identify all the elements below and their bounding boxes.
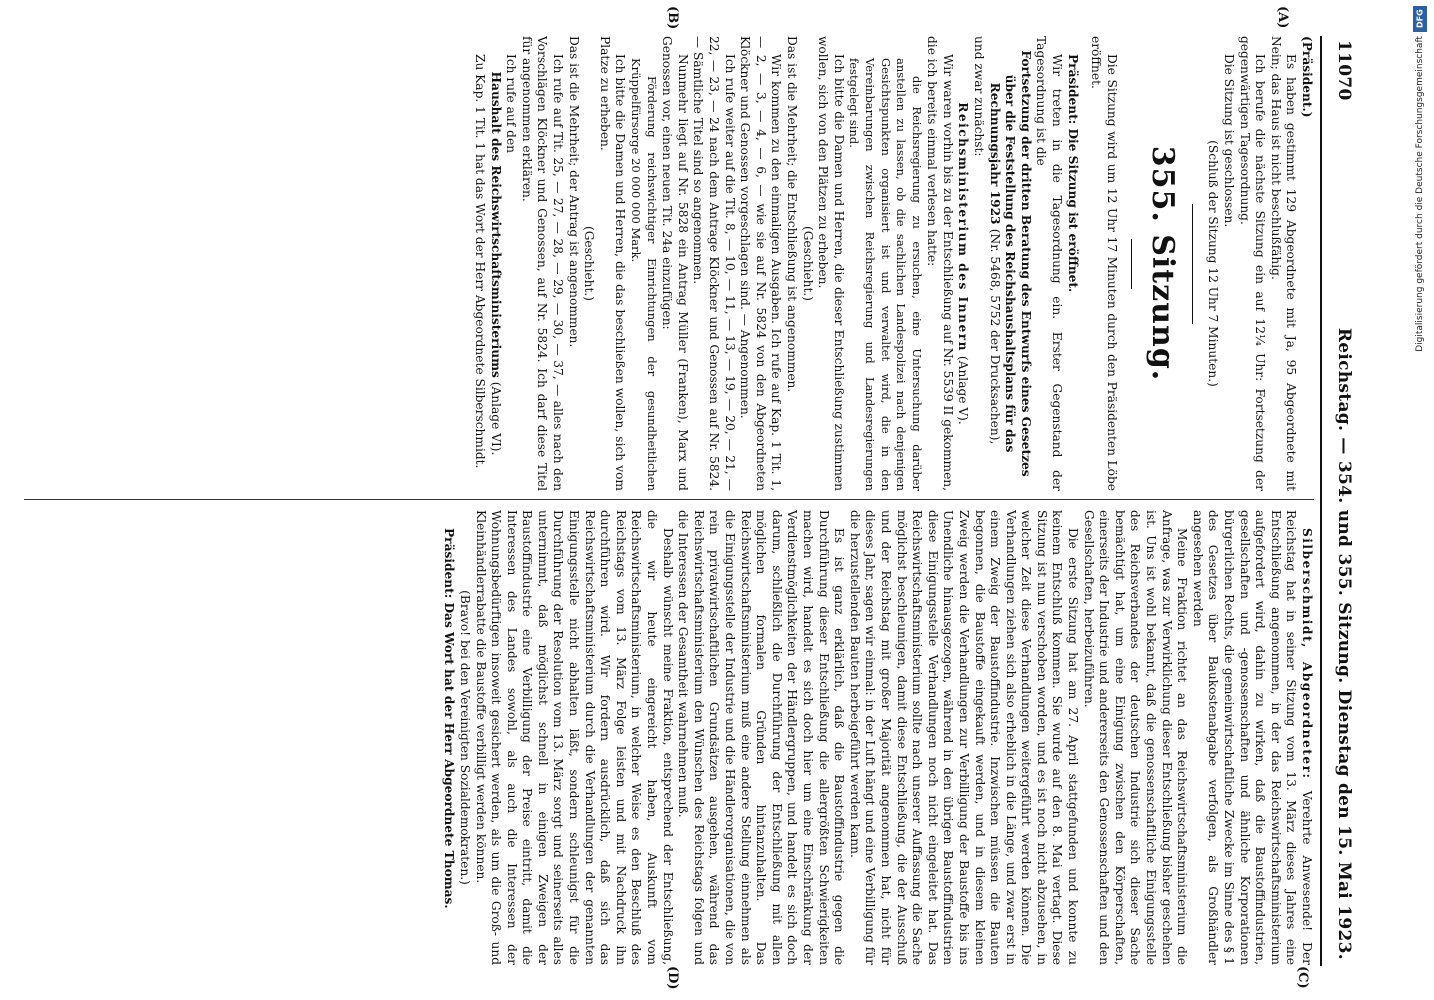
ministry-annex: (Anlage V). bbox=[956, 355, 971, 425]
left-column bbox=[24, 36, 1314, 491]
paragraph: Meine Fraktion richtet an das Reichswirtschaftsministerium die Anfrage, was zur Verwirklichung dieser Entschließung bisher geschehen ist. Uns ist wohl bekannt, daß die genossenschaftliche Einigungsstelle des Reichsverbandes der deutschen Industrie sich dieser Sache bemächtigt hat, um eine Einigung zwischen den Körperschaften, einerseits der Industrie und andererseits den Genossenschaften und den Gesellschaften, herbeizuführen. bbox=[1081, 510, 1190, 965]
header-rule bbox=[1320, 36, 1322, 966]
paragraph: Die Sitzung ist geschlossen. bbox=[1222, 54, 1237, 228]
closing-note: (Schluß der Sitzung 12 Uhr 7 Minuten.) bbox=[1206, 140, 1221, 387]
running-title: Reichstag. — 354. und 355. Sitzung. Dienstag den 15. Mai 1923. bbox=[1334, 327, 1354, 960]
paragraph: Ich rufe weiter auf die Tit. 8, — 10, — 11, — 13, — 19, — 20, — 21, — 22, — 23, — 24 nach dem Antrage Klöckner und Genossen auf Nr. 5824. — Sämtliche Titel sind so angenommen. bbox=[691, 36, 737, 491]
budget-annex: (Anlage VI). bbox=[488, 381, 503, 456]
paragraph: Das ist die Mehrheit; die Entschließung ist angenommen. bbox=[784, 36, 799, 393]
budget-heading: Haushalt des Reichswirtschaftsministeriums bbox=[488, 71, 503, 378]
paragraph: Zu Kap. 1 Tit. 1 hat das Wort der Herr Abgeordnete Silberschmidt. bbox=[473, 54, 488, 469]
paragraph: Ich berufe die nächste Sitzung ein auf 12¼ Uhr: Fortsetzung der gegenwärtigen Tagesordnung. bbox=[1237, 36, 1268, 491]
paragraph: Ich bitte die Damen und Herren, die dieser Entschließung zustimmen wollen, sich von den Plätzen zu erheben. bbox=[816, 36, 846, 491]
paragraph: Wir treten in die Tagesordnung ein. Erster Gegenstand der Tagesordnung ist die bbox=[1034, 36, 1065, 491]
dfg-logo: DFG bbox=[1413, 6, 1427, 32]
session-title: 355. Sitzung. bbox=[1144, 145, 1180, 382]
digitization-credit: Digitalisierung gefördert durch die Deutsche Forschungsgemeinschaft bbox=[1415, 36, 1425, 352]
interjection: (Geschieht.) bbox=[582, 225, 597, 302]
margin-mark-a: (A) bbox=[1275, 6, 1290, 29]
column-divider bbox=[24, 499, 1314, 500]
separator-rule bbox=[1192, 204, 1193, 324]
paragraph: Es ist ganz erklärlich, daß die Baustoffindustrie gegen die Durchführung dieser Entschließung die allergrößten Schwierigkeiten machen wird, handelt es sich doch hier um eine Einschränkung der Verdienstmöglichkeiten der Händlergruppen, und handelt es sich doch darum, schließlich die Durchführung der Entschließung mit allen möglichen formalen Gründen hintanzuhalten. Das Reichswirtschaftsministerium muß eine andere Stellung einnehmen als die Einigungsstelle der Industrie und die Händlerorganisationen, die von rein privatwirtschaftlichen Grundsätzen ausgehen, während das Reichswirtschaftsministerium den Wünschen des Reichstags folgen und die Interessen der Gesamtheit wahrnehmen muß. bbox=[676, 510, 847, 965]
budget-heading-line bbox=[487, 36, 503, 491]
applause-note: (Bravo! bei den Vereinigten Sozialdemokraten.) bbox=[457, 590, 472, 885]
separator-rule bbox=[1131, 239, 1132, 289]
agenda-refs: (Nr. 5468, 5752 der Drucksachen), bbox=[987, 228, 1002, 445]
interjection: (Geschieht.) bbox=[800, 225, 815, 302]
speaker-tag: (Präsident.) bbox=[1300, 36, 1314, 118]
margin-mark-b: (B) bbox=[665, 6, 680, 30]
paragraph: Die erste Sitzung hat am 27. April stattgefunden und konnte zu keinem Entschluß kommen. Sie wurde auf den 8. Mai vertagt. Diese Sitzung ist nun verschoben worden, und es ist noch nicht abzusehen, in welcher Zeit diese Verhandlungen weitergeführt werden können. Die Verhandlungen ziehen sich also erheblich in die Länge, und zwar erst in einem Zweig der Baustoffindustrie. Inzwischen müssen die Bauten begonnen, die Baustoffe eingekauft werden, und in diesem kleinen Zweig werden die Verhandlungen zur Verbilligung der Baustoffe bis ins Unendliche hinausgezogen, während in den übrigen Baustoffindustrien diese Einigungsstelle Verhandlungen noch nicht eingeleitet hat. Das Reichswirtschaftsministerium sollte nach unserer Auffassung die Sache möglichst beschleunigen, damit diese Entschließung, die der Ausschuß und der Reichstag mit großer Majorität angenommen hat, nicht für dieses Jahr, sagen wir einmal: in der Luft hängt und eine Verbilligung für die herzustellenden Bauten herbeigeführt werden kann. bbox=[847, 510, 1081, 965]
ministry-heading-line bbox=[955, 36, 971, 491]
paragraph: Wir kommen zu den einmaligen Ausgaben. Ich rufe auf Kap. 1 Tit. 1, — 2, — 3, — 4, — 6, — wie sie auf Nr. 5824 von den Abgeordneten Klöckner und Genossen vorgeschlagen sind. — Angenommen. bbox=[738, 36, 784, 491]
agenda-title: Fortsetzung der dritten Beratung des Entwurfs eines Gesetzes über die Feststellung des Reichshaushaltsplans für das Rechnungsjahr 1923 bbox=[987, 50, 1033, 477]
paragraph: Deshalb wünscht meine Fraktion, entsprechend der Entschließung, die wir heute eingereicht haben, Auskunft vom Reichswirtschaftsministerium, in welcher Weise es den Beschluß des Reichstags vom 13. März Folge leisten und mit Nachdruck ihn durchführen wird. Wir fordern ausdrücklich, daß sich das Reichswirtschaftsministerium durch die Verhandlungen der genannten Einigungsstelle nicht abhalten läßt, sondern schleunigst für die Durchführung der Resolution vom 13. März sorgt und seinerseits alles unternimmt, daß möglichst schnell in einigen Zweigen der Baustoffindustrie eine Verbilligung der Preise eintritt, damit die Interessen des Landes sowohl, als auch die Interessen der Wohnungsbedürftigen insoweit gesichert werden, als um die Groß- und Kleinhändlerrabatte die Baustoffe verbilligt werden können. bbox=[473, 510, 675, 965]
margin-mark-d: (D) bbox=[665, 966, 680, 990]
paragraph: Das ist die Mehrheit; der Antrag ist angenommen. bbox=[566, 36, 581, 348]
margin-mark-c: (C) bbox=[1295, 966, 1310, 989]
agenda-item bbox=[986, 36, 1033, 491]
paragraph: Nunmehr liegt auf Nr. 5828 ein Antrag Müller (Franken), Marx und Genossen vor, einen neuen Tit. 24a einzufügen: bbox=[660, 36, 690, 491]
president-statement: Präsident: Das Wort hat der Herr Abgeordnete Thomas. bbox=[442, 528, 457, 909]
paragraph: Ich rufe auf den bbox=[504, 54, 519, 153]
page-number: 11070 bbox=[1334, 40, 1354, 101]
running-header bbox=[1324, 40, 1354, 960]
paragraph: und zwar zunächst: bbox=[972, 36, 987, 157]
paragraph: Die Sitzung wird um 12 Uhr 17 Minuten durch den Präsidenten Löbe eröffnet. bbox=[1089, 36, 1119, 491]
right-column bbox=[24, 510, 1314, 965]
quoted-resolution: die Reichsregierung zu ersuchen, eine Untersuchung darüber anstellen zu lassen, ob die sachlichen Landespolizei nach denjenigen Gesichtspunkten organisiert ist und verwaltet wird, die in den Vereinbarungen zwischen Reichsregierung und Landesregierungen festgelegt sind. bbox=[847, 58, 924, 491]
president-statement: Präsident: Die Sitzung ist eröffnet. bbox=[1065, 54, 1080, 293]
ministry-heading: Reichsministerium des Innern bbox=[956, 102, 971, 353]
quoted-item: Förderung reichswichtiger Einrichtungen der gesundheitlichen Krüppelfürsorge 20 000 000 Mark. bbox=[629, 58, 659, 491]
paragraph: Wir waren vorhin bis zu der Entschließung auf Nr. 5539 II gekommen, die ich bereits einmal verlesen hatte: bbox=[925, 36, 955, 491]
speech-opening bbox=[1189, 510, 1314, 965]
paragraph: Es haben gestimmt 129 Abgeordnete mit Ja, 95 Abgeordnete mit Nein; das Haus ist nicht beschlußfähig. bbox=[1268, 36, 1299, 491]
paragraph: Ich bitte die Damen und Herren, die das beschließen wollen, sich vom Platze zu erheben. bbox=[597, 36, 628, 491]
digitization-credit-strip bbox=[1408, 6, 1432, 994]
speech-text: Verehrte Anwesende! Der Reichstag hat in seiner Sitzung vom 13. März dieses Jahres eine Entschließung angenommen, in der das Reichswirtschaftsministerium aufgefordert wird, dahin zu wirken, daß die Baustoffindustrien, gesellschaften und -genossenschaften und ähnliche Korporationen bürgerlichen Rechts, die gemeinwirtschaftliche Zwecke im Sinne des § 1 des Gesetzes über Baukostenabgabe verfolgen, als Großhändler angesehen werden bbox=[1190, 510, 1314, 965]
speaker-name: Silberschmidt, Abgeordneter: bbox=[1300, 528, 1314, 780]
paragraph: Ich rufe auf Tit. 25, — 27, — 28, — 29, — 30, — 37, — alles nach den Vorschlägen Klöckner und Genossen, auf Nr. 5824. Ich darf diese Titel für angenommen erklären. bbox=[519, 36, 566, 491]
